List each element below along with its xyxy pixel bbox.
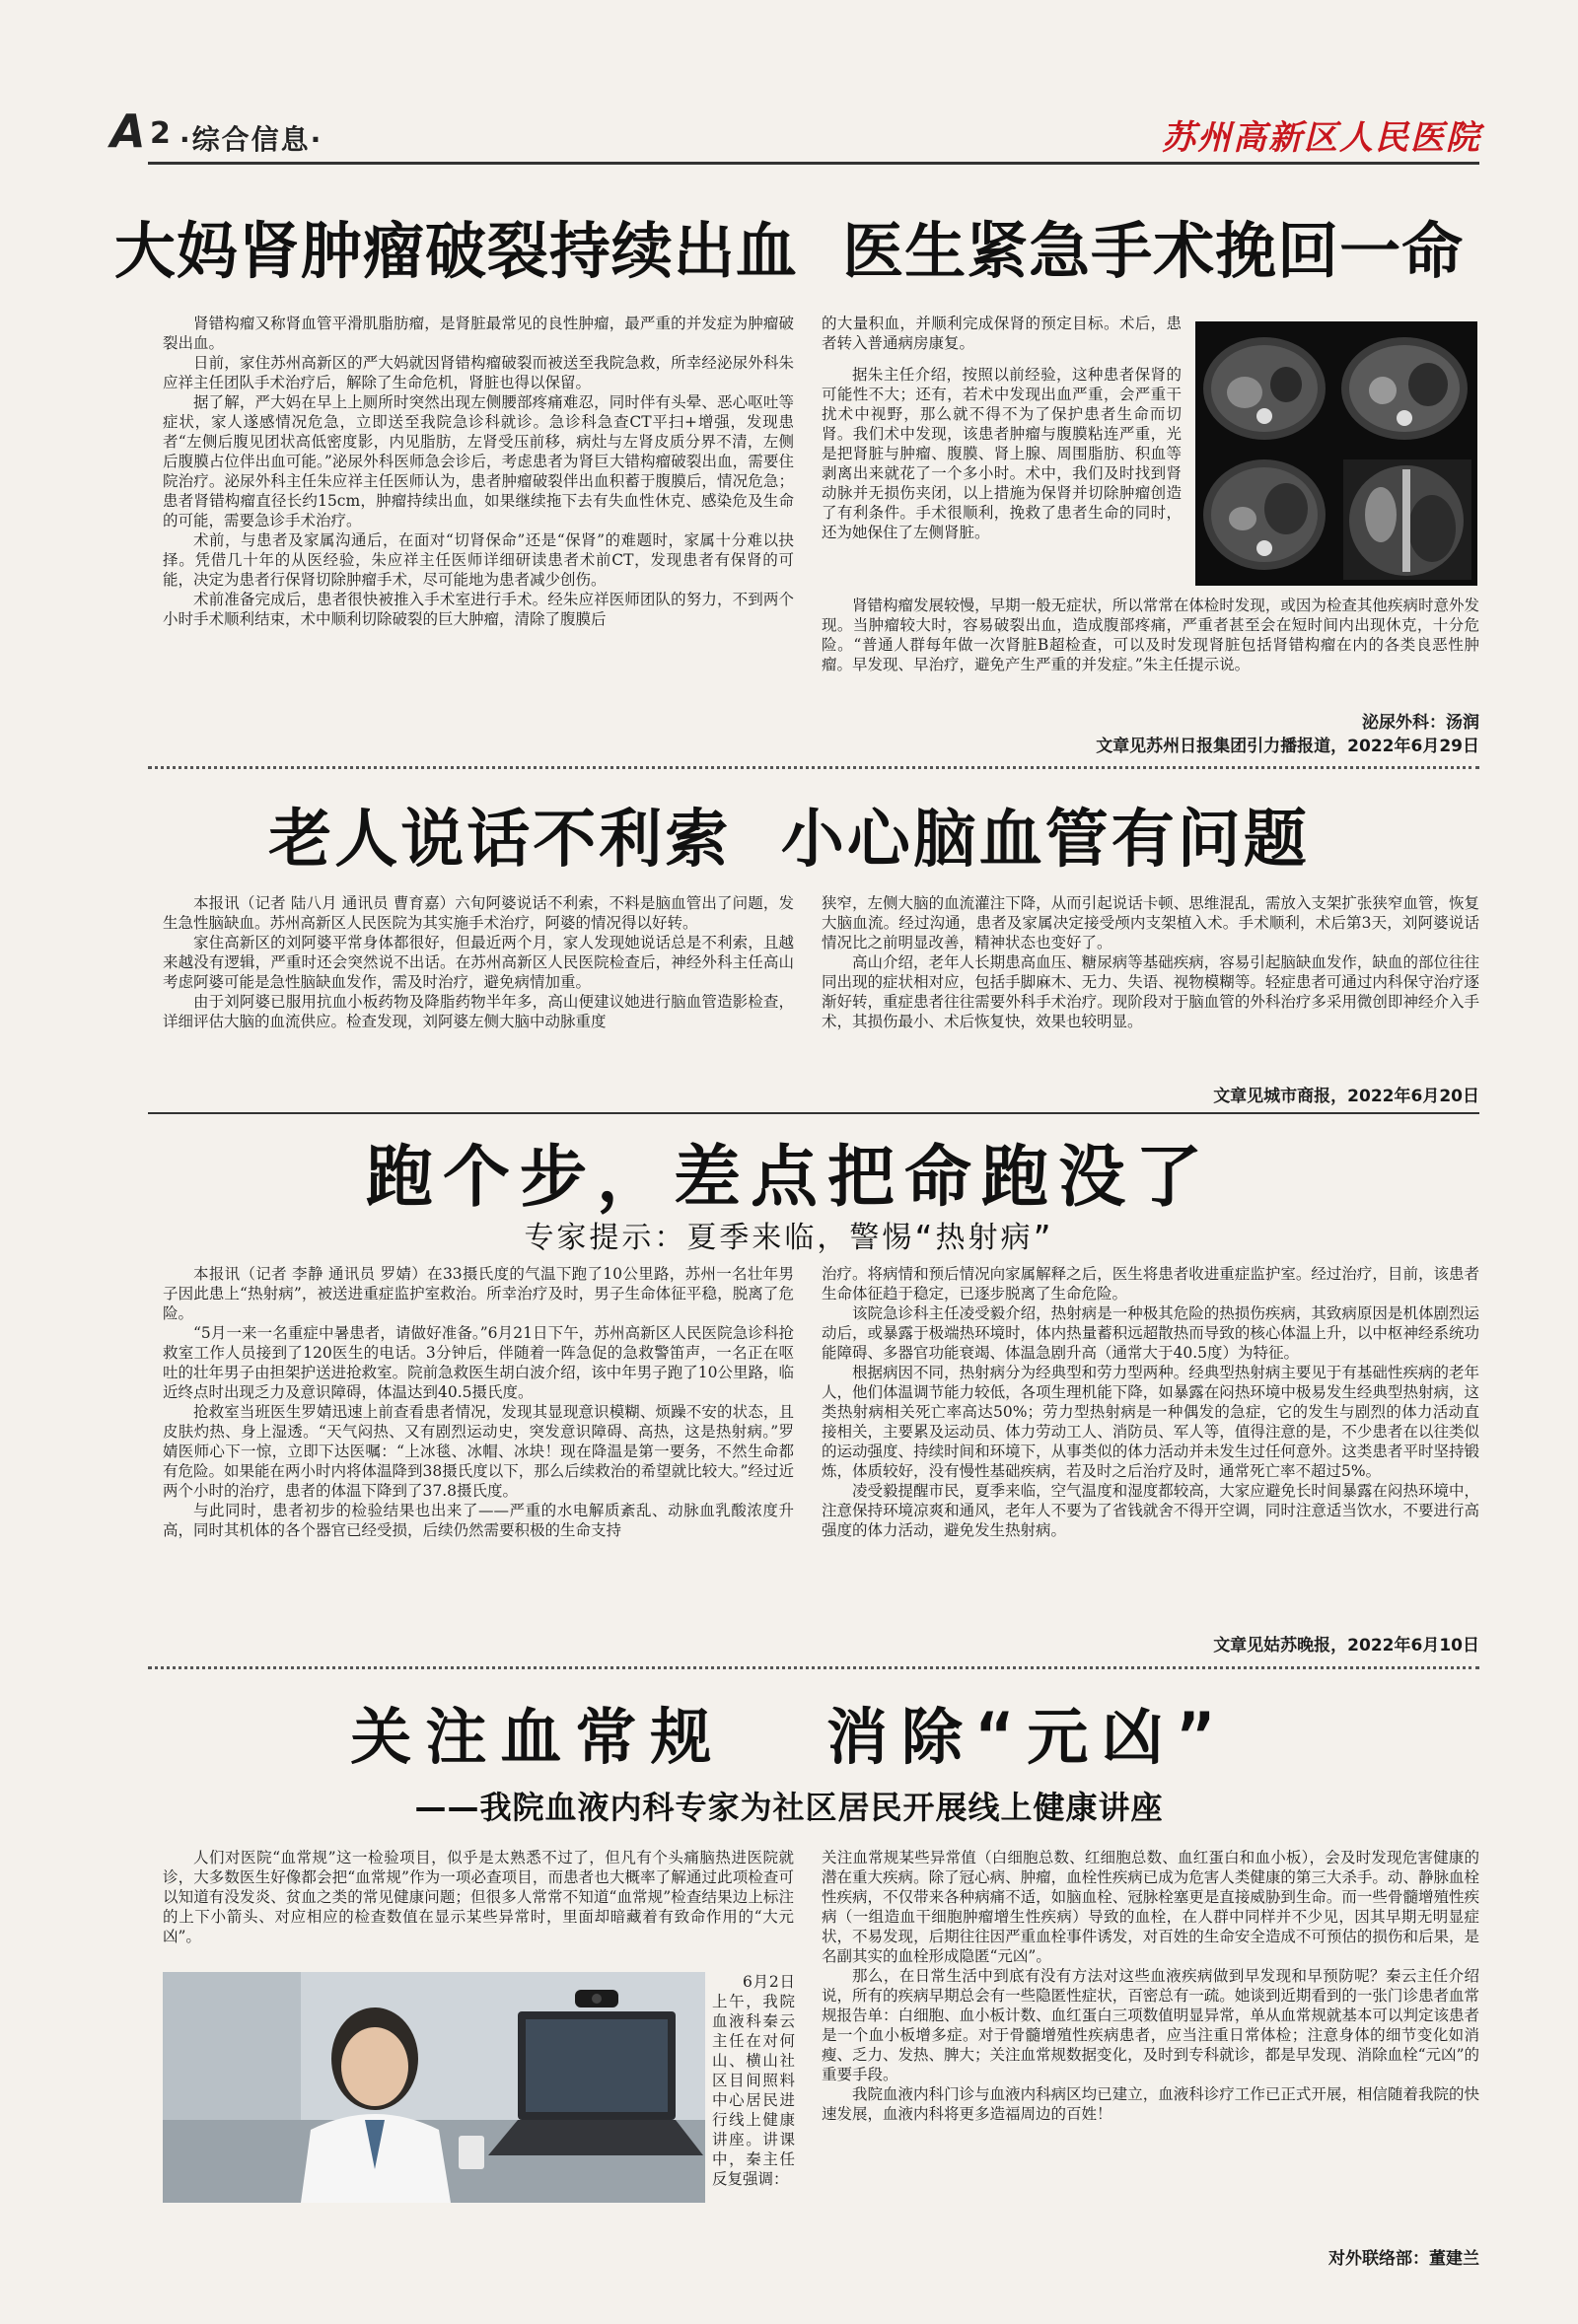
- masthead: 苏州高新区人民医院: [1162, 118, 1481, 158]
- article3-title: 跑个步，差点把命跑没了: [365, 1139, 1212, 1217]
- page-letter: A: [110, 105, 146, 158]
- article1-col2-top: [822, 314, 1182, 355]
- article2-title: 老人说话不利索 小心脑血管有问题: [268, 803, 1310, 877]
- article1-title: 大妈肾肿瘤破裂持续出血 医生紧急手术挽回一命: [113, 215, 1465, 287]
- article3-col2: [822, 1264, 1479, 1623]
- article4-col1-side: [712, 1972, 795, 2203]
- article1-col2-bottom: [822, 596, 1479, 720]
- article4-col2: [822, 1848, 1479, 2222]
- paragraph: 与此同时，患者初步的检验结果也出来了——严重的水电解质紊乱、动脉血乳酸浓度升高，同时其机体的各个器官已经受损，后续仍然需要积极的生命支持: [163, 1502, 794, 1539]
- paragraph: 治疗。将病情和预后情况向家属解释之后，医生将患者收进重症监护室。经过治疗，目前，该患者生命体征趋于稳定，已逐步脱离了生命危险。: [822, 1265, 1479, 1303]
- paragraph: 肾错构瘤发展较慢，早期一般无症状，所以常常在体检时发现，或因为检查其他疾病时意外发现。当肿瘤较大时，容易破裂出血，造成腹部疼痛，严重者甚至会在短时间内出现休克，十分危险。“普通人群每年做一次肾脏B超检查，可以及时发现肾脏包括肾错构瘤在内的各类良恶性肿瘤。早发现、早治疗，避免产生严重的并发症。”朱主任提示说。: [822, 597, 1479, 673]
- paragraph: 日前，家住苏州高新区的严大妈就因肾错构瘤破裂而被送至我院急救，所幸经泌尿外科朱应祥主任团队手术治疗后，解除了生命危机，肾脏也得以保留。: [163, 354, 794, 391]
- lecture-photo: [163, 1972, 705, 2203]
- article2-col2: [822, 893, 1479, 1077]
- article3-source: 文章见姑苏晚报，2022年6月10日: [1213, 1636, 1479, 1655]
- article4-col1-top: [163, 1848, 794, 1968]
- paragraph: 家住高新区的刘阿婆平常身体都很好，但最近两个月，家人发现她说话总是不利索，且越来越没有逻辑，严重时还会突然说不出话。在苏州高新区人民医院检查后，神经外科主任高山考虑阿婆可能是急性脑缺血发作，需及时治疗，避免病情加重。: [163, 934, 794, 991]
- article3-subtitle: 专家提示：夏季来临，警惕“热射病”: [524, 1221, 1054, 1255]
- paragraph: 人们对医院“血常规”这一检验项目，似乎是太熟悉不过了，但凡有个头痛脑热进医院就诊，大多数医生好像都会把“血常规”作为一项必查项目，而患者也大概率了解通过此项检查可以知道有没发炎、贫血之类的常见健康问题；但很多人常常不知道“血常规”检查结果边上标注的上下小箭头、对应相应的检查数值在显示某些异常时，里面却暗藏着有致命作用的“大元凶”。: [163, 1849, 794, 1945]
- article4-title: 关注血常规 消除“元凶”: [350, 1701, 1228, 1773]
- article1-col1: [163, 314, 794, 720]
- article1-byline: 泌尿外科：汤润: [1362, 713, 1479, 733]
- paragraph: 凌受毅提醒市民，夏季来临，空气温度和湿度都较高，大家应避免长时间暴露在闷热环境中，注意保持环境凉爽和通风，老年人不要为了省钱就舍不得开空调，同时注意适当饮水，不要进行高强度的体力活动，避免发生热射病。: [822, 1482, 1479, 1539]
- paragraph: 据朱主任介绍，按照以前经验，这种患者保肾的可能性不大；还有，若术中发现出血严重，会严重干扰术中视野，那么就不得不为了保护患者生命而切肾。我们术中发现，该患者肿瘤与腹膜粘连严重，光是把肾脏与肿瘤、腹膜、肾上腺、周围脂肪、积血等剥离出来就花了一个多小时。术中，我们及时找到肾动脉并无损伤夹闭，以上措施为保肾并切除肿瘤创造了有利条件。手术很顺利，挽救了患者生命的同时，还为她保住了左侧肾脏。: [822, 366, 1182, 541]
- paragraph: 肾错构瘤又称肾血管平滑肌脂肪瘤，是肾脏最常见的良性肿瘤，最严重的并发症为肿瘤破裂出血。: [163, 315, 794, 352]
- ct-scan-image: [1195, 321, 1477, 586]
- contact-credit: 对外联络部：董建兰: [1328, 2249, 1479, 2269]
- paragraph: 术前准备完成后，患者很快被推入手术室进行手术。经朱应祥医师团队的努力，不到两个小时手术顺利结束，术中顺利切除破裂的巨大肿瘤，清除了腹膜后: [163, 591, 794, 628]
- paragraph: 术前，与患者及家属沟通后，在面对“切肾保命”还是“保肾”的难题时，家属十分难以抉择。凭借几十年的从医经验，朱应祥主任医师详细研读患者术前CT，发现患者有保肾的可能，决定为患者行保肾切除肿瘤手术，尽可能地为患者减少创伤。: [163, 531, 794, 589]
- page-header: [110, 105, 1481, 158]
- section-label: ·综合信息·: [179, 123, 323, 156]
- article1-source: 文章见苏州日报集团引力播报道，2022年6月29日: [1096, 737, 1479, 756]
- article2-source: 文章见城市商报，2022年6月20日: [1213, 1087, 1479, 1106]
- article1-col2-mid: [822, 365, 1182, 590]
- paragraph: 狭窄，左侧大脑的血流灌注下降，从而引起说话卡顿、思维混乱，需放入支架扩张狭窄血管，恢复大脑血流。经过沟通，患者及家属决定接受颅内支架植入术。手术顺利，术后第3天，刘阿婆说话情况比之前明显改善，精神状态也变好了。: [822, 894, 1479, 951]
- paragraph: 抢救室当班医生罗婧迅速上前查看患者情况，发现其显现意识模糊、烦躁不安的状态，且皮肤灼热、身上湿透。“天气闷热、又有剧烈运动史，突发意识障碍、高热，这是热射病。”罗婧医师心下一惊，立即下达医嘱：“上冰毯、冰帽、冰块！现在降温是第一要务，不然生命都有危险。如果能在两小时内将体温降到38摄氏度以下，那么后续救治的希望就比较大。”经过近两个小时的治疗，患者的体温下降到了37.8摄氏度。: [163, 1403, 794, 1500]
- article2-col1: [163, 893, 794, 1077]
- paragraph: 本报讯（记者 李静 通讯员 罗婧）在33摄氏度的气温下跑了10公里路，苏州一名壮年男子因此患上“热射病”，被送进重症监护室救治。所幸治疗及时，男子生命体征平稳，脱离了危险。: [163, 1265, 794, 1322]
- paragraph: 本报讯（记者 陆八月 通讯员 曹育嘉）六旬阿婆说话不利索，不料是脑血管出了问题，发生急性脑缺血。苏州高新区人民医院为其实施手术治疗，阿婆的情况得以好转。: [163, 894, 794, 932]
- paragraph: 高山介绍，老年人长期患高血压、糖尿病等基础疾病，容易引起脑缺血发作，缺血的部位往往同出现的症状相对应，包括手脚麻木、无力、失语、视物模糊等。轻症患者可通过内科保守治疗逐渐好转，重症患者往往需要外科手术治疗。现阶段对于脑血管的外科治疗多采用微创即神经介入手术，其损伤最小、术后恢复快，效果也较明显。: [822, 953, 1479, 1030]
- paragraph: “5月一来一名重症中暑患者，请做好准备。”6月21日下午，苏州高新区人民医院急诊科抢救室工作人员接到了120医生的电话。3分钟后，伴随着一阵急促的急救警笛声，一名正在呕吐的壮年男子由担架护送进抢救室。院前急救医生胡白波介绍，该中年男子跑了10公里路，临近终点时出现乏力及意识障碍，体温达到40.5摄氏度。: [163, 1324, 794, 1401]
- article4-subtitle: ——我院血液内科专家为社区居民开展线上健康讲座: [414, 1789, 1164, 1826]
- paragraph: 由于刘阿婆已服用抗血小板药物及降脂药物半年多，高山便建议她进行脑血管造影检查，详细评估大脑的血流供应。检查发现，刘阿婆左侧大脑中动脉重度: [163, 993, 794, 1030]
- section-divider: [148, 1666, 1479, 1669]
- header-rule: [148, 162, 1479, 165]
- paragraph: 据了解，严大妈在早上上厕所时突然出现左侧腰部疼痛难忍，同时伴有头晕、恶心呕吐等症状，家人遂感情况危急，立即送至我院急诊科就诊。急诊科急查CT平扫+增强，发现患者“左侧后腹见团状高低密度影，内见脂肪，左肾受压前移，病灶与左肾皮质分界不清，左侧后腹膜占位伴出血可能。”泌尿外科医师急会诊后，考虑患者为肾巨大错构瘤破裂出血，需要住院治疗。泌尿外科主任朱应祥主任医师认为，患者肿瘤破裂伴出血积蓄于腹膜后，情况危急；患者肾错构瘤直径长约15cm，肿瘤持续出血，如果继续拖下去有失血性休克、感染危及生命的可能，需要急诊手术治疗。: [163, 393, 794, 529]
- page-number: 2: [150, 116, 171, 151]
- section-divider: [148, 1112, 1479, 1114]
- section-divider: [148, 766, 1479, 769]
- paragraph: 的大量积血，并顺利完成保肾的预定目标。术后，患者转入普通病房康复。: [822, 315, 1182, 352]
- paragraph: 我院血液内科门诊与血液内科病区均已建立，血液科诊疗工作已正式开展，相信随着我院的快速发展，血液内科将更多造福周边的百姓！: [822, 2085, 1479, 2123]
- paragraph: 该院急诊科主任凌受毅介绍，热射病是一种极其危险的热损伤疾病，其致病原因是机体剧烈运动后，或暴露于极端热环境时，体内热量蓄积远超散热而导致的核心体温上升，以中枢神经系统功能障碍、多器官功能衰竭、体温急剧升高（通常大于40.5度）为特征。: [822, 1304, 1479, 1362]
- paragraph: 6月2日上午，我院血液科秦云主任在对何山、横山社区目间照料中心居民进行线上健康讲座。讲课中，秦主任反复强调：: [712, 1973, 795, 2188]
- article3-col1: [163, 1264, 794, 1623]
- paragraph: 根据病因不同，热射病分为经典型和劳力型两种。经典型热射病主要见于有基础性疾病的老年人，他们体温调节能力较低，各项生理机能下降，如暴露在闷热环境中极易发生经典型热射病，这类热射病相关死亡率高达50%；劳力型热射病是一种偶发的急症，它的发生与剧烈的体力活动直接相关，主要累及运动员、体力劳动工人、消防员、军人等，值得注意的是，不少患者在以往类似的运动强度、持续时间和环境下，从事类似的体力活动并未发生过任何意外。这类患者平时坚持锻炼，体质较好，没有慢性基础疾病，若及时之后治疗及时，通常死亡率不超过5%。: [822, 1364, 1479, 1480]
- paragraph: 那么，在日常生活中到底有没有方法对这些血液疾病做到早发现和早预防呢？秦云主任介绍说，所有的疾病早期总会有一些隐匿性症状，百密总有一疏。她谈到近期看到的一张门诊患者血常规报告单：白细胞、血小板计数、血红蛋白三项数值明显异常，单从血常规就基本可以判定该患者是一个血小板增多症。对于骨髓增殖性疾病患者，应当注重日常体检；注意身体的细节变化如消瘦、乏力、发热、脾大；关注血常规数据变化，及时到专科就诊，都是早发现、消除血栓“元凶”的重要手段。: [822, 1967, 1479, 2083]
- paragraph: 关注血常规某些异常值（白细胞总数、红细胞总数、血红蛋白和血小板），会及时发现危害健康的潜在重大疾病。除了冠心病、肿瘤，血栓性疾病已成为危害人类健康的第三大杀手。动、静脉血栓性疾病，不仅带来各种病痛不适，如脑血栓、冠脉栓塞更是直接威胁到生命。而一些骨髓增殖性疾病（一组造血干细胞肿瘤增生性疾病）导致的血栓，在人群中同样并不少见，因其早期无明显症状，不易发现，后期往往因严重血栓事件诱发，对百姓的生命安全造成不可预估的损伤和后果，是名副其实的血栓形成隐匿“元凶”。: [822, 1849, 1479, 1965]
